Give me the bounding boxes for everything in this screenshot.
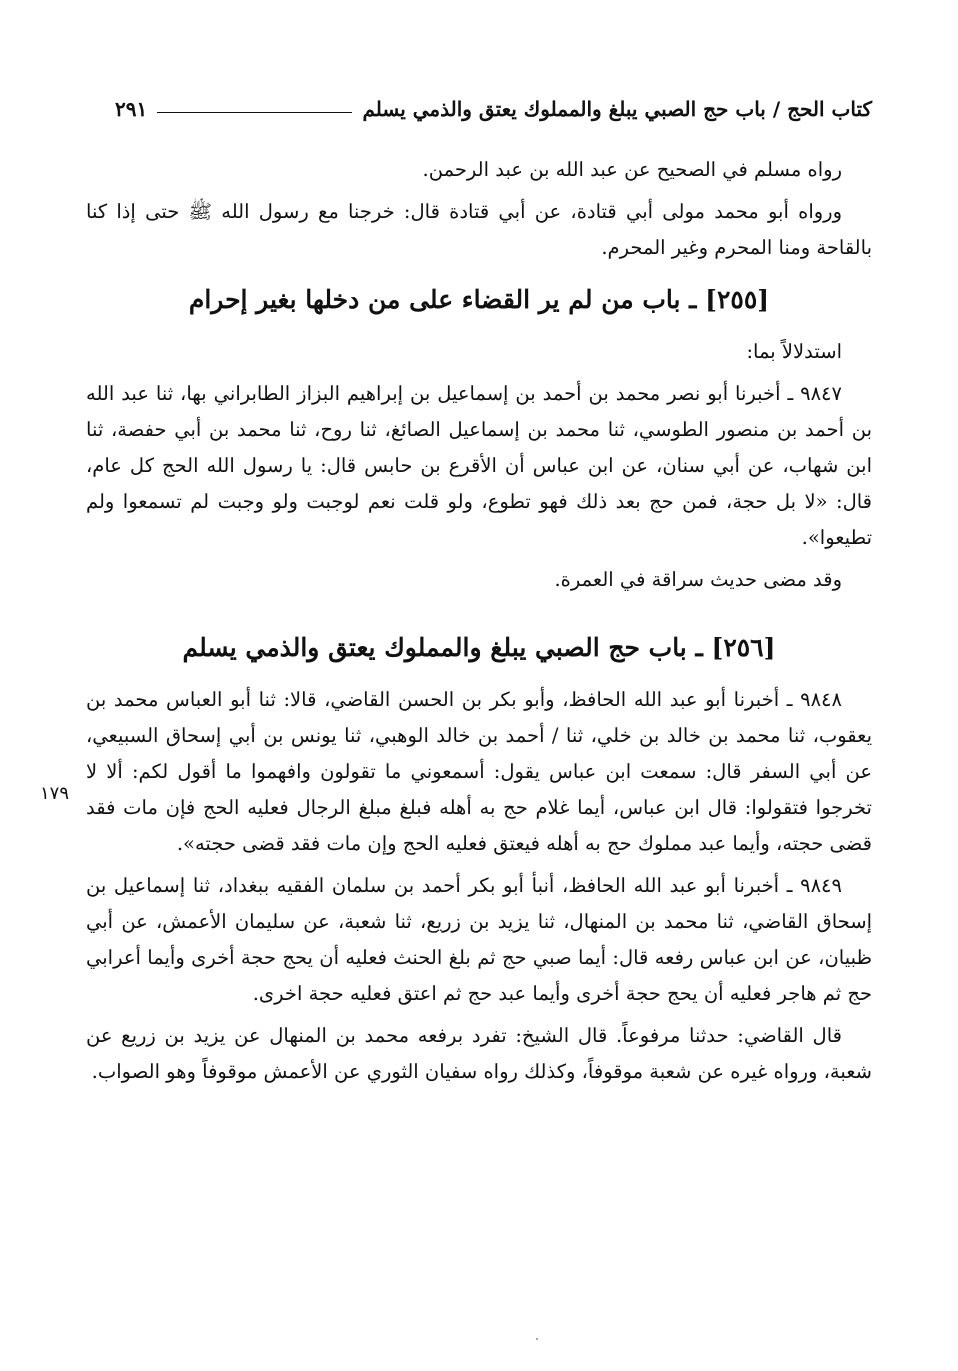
- paragraph-suraqa: وقد مضى حديث سراقة في العمرة.: [554, 568, 842, 591]
- hadith-9849: ٩٨٤٩ ـ أخبرنا أبو عبد الله الحافظ، أنبأ أبو بكر أحمد بن سلمان الفقيه ببغداد، ثنا إسماعيل بن إسحاق القاضي، ثنا محمد بن المنهال، ثنا يزيد بن زريع، ثنا شعبة، عن سليمان الأعمش، عن أبي ظبيان، عن ابن عباس رفعه قال: أيما صبي حج ثم بلغ الحنث فعليه أن يحج حجة أخرى وأيما أعرابي حج ثم هاجر فعليه أن يحج حجة أخرى وأيما عبد حج ثم اعتق فعليه حجة اخرى.: [86, 874, 872, 1005]
- scan-speck: [536, 1338, 538, 1340]
- paragraph-istidlal: استدلالاً بما:: [746, 340, 842, 363]
- header-rule: [157, 112, 352, 113]
- chapter-heading-255: [٢٥٥] ـ باب من لم ير القضاء على من دخلها بغير إحرام: [188, 285, 770, 314]
- chapter-heading-256: [٢٥٦] ـ باب حج الصبي يبلغ والمملوك يعتق والذمي يسلم: [182, 633, 776, 662]
- paragraph-qadi-comment: قال القاضي: حدثنا مرفوعاً. قال الشيخ: تفرد برفعه محمد بن المنهال عن يزيد بن زريع عن شعبة، ورواه غيره عن شعبة موقوفاً، وكذلك رواه سفيان الثوري عن الأعمش موقوفاً وهو الصواب.: [86, 1024, 872, 1083]
- page-number: ٢٩١: [115, 97, 148, 121]
- hadith-9847: ٩٨٤٧ ـ أخبرنا أبو نصر محمد بن أحمد بن إسماعيل بن إبراهيم البزاز الطابراني بها، ثنا عبد الله بن أحمد بن منصور الطوسي، ثنا محمد بن إسماعيل الصائغ، ثنا روح، ثنا محمد بن أبي حفصة، ثنا ابن شهاب، عن أبي سنان، عن ابن عباس أن الأقرع بن حابس قال: يا رسول الله الحج كل عام، قال: «لا بل حجة، فمن حج بعد ذلك فهو تطوع، ولو قلت نعم لوجبت ولو وجبت لم تسمعوا ولم تطيعوا».: [86, 382, 872, 549]
- paragraph-abu-qatada: ورواه أبو محمد مولى أبي قتادة، عن أبي قتادة قال: خرجنا مع رسول الله ﷺ حتى إذا كنا بالقاحة ومنا المحرم وغير المحرم.: [86, 200, 872, 259]
- hadith-9848: ٩٨٤٨ ـ أخبرنا أبو عبد الله الحافظ، وأبو بكر بن الحسن القاضي، قالا: ثنا أبو العباس محمد بن يعقوب، ثنا محمد بن خالد بن خلي، ثنا / أحمد بن خالد الوهبي، ثنا يونس بن أبي إسحاق السبيعي، عن أبي السفر قال: سمعت ابن عباس يقول: أسمعوني ما تقولون وافهموا ما أقول لكم: ألا لا تخرجوا فتقولوا: قال ابن عباس، أيما غلام حج به أهله فبلغ مبلغ الرجال فعليه الحج فإن مات فقد قضى حجته، وأيما عبد مملوك حج به أهله فيعتق فعليه الحج وإن مات فقد قضى حجته».: [86, 688, 872, 855]
- paragraph-muslim-narration: رواه مسلم في الصحيح عن عبد الله بن عبد الرحمن.: [422, 158, 842, 181]
- running-header: [115, 92, 872, 126]
- page-body: [86, 152, 872, 1096]
- margin-page-reference: ١٧٩: [40, 783, 70, 804]
- running-header-title: كتاب الحج / باب حج الصبي يبلغ والمملوك يعتق والذمي يسلم: [362, 97, 872, 121]
